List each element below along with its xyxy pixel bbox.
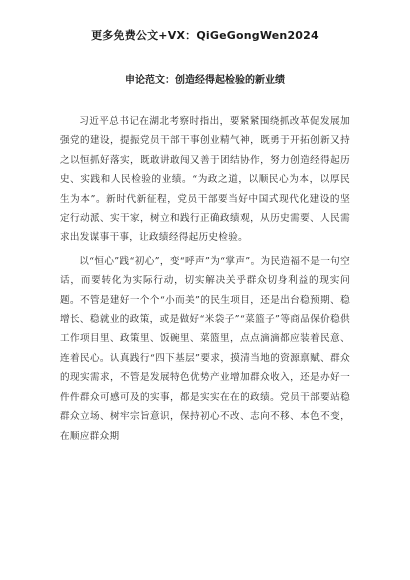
paragraph-1: 习近平总书记在湖北考察时指出，要紧紧围绕抓改革促发展加强党的建设，提振党员干部干事创业精气神，既勇于开拓创新又持之以恒抓好落实，既敢讲敢闯又善于团结协作，努力创造经得起历史、实践和人民检验的业绩。“为政之道，以顺民心为本，以厚民生为本”。新时代新征程，党员干部要当好中国式现代化建设的坚定行动派、实干家，树立和践行正确政绩观，从历史需要、人民需求出发谋事干事，让政绩经得起历史检验。 (60, 116, 350, 244)
promo-watermark: 更多免费公文+VX：QiGeGongWen2024 (91, 29, 319, 42)
paragraph-2: 以“恒心”践“初心”，变“呼声”为“掌声”。为民造福不是一句空话，而要转化为实际行动，切实解决关乎群众切身利益的现实问题。不管是建好一个个“小而美”的民生项目，还是出台稳预期、稳增长、稳就业的政策，或是做好“米袋子”“菜篮子”等商品保价稳供工作项目里、政策里、饭碗里、菜篮里，点点滴滴都应装着民意、连着民心。认真践行“四下基层”要求，摸清当地的资源禀赋、群众的现实需求，不管是发展特色优势产业增加群众收入，还是办好一件件群众可感可及的实事，都是实实在在的政绩。党员干部要站稳群众立场、树牢宗旨意识，保持初心不改、志向不移、本色不变，在顺应群众期 (60, 255, 350, 442)
document-body (60, 112, 350, 450)
document-title: 申论范文：创造经得起检验的新业绩 (125, 75, 285, 86)
